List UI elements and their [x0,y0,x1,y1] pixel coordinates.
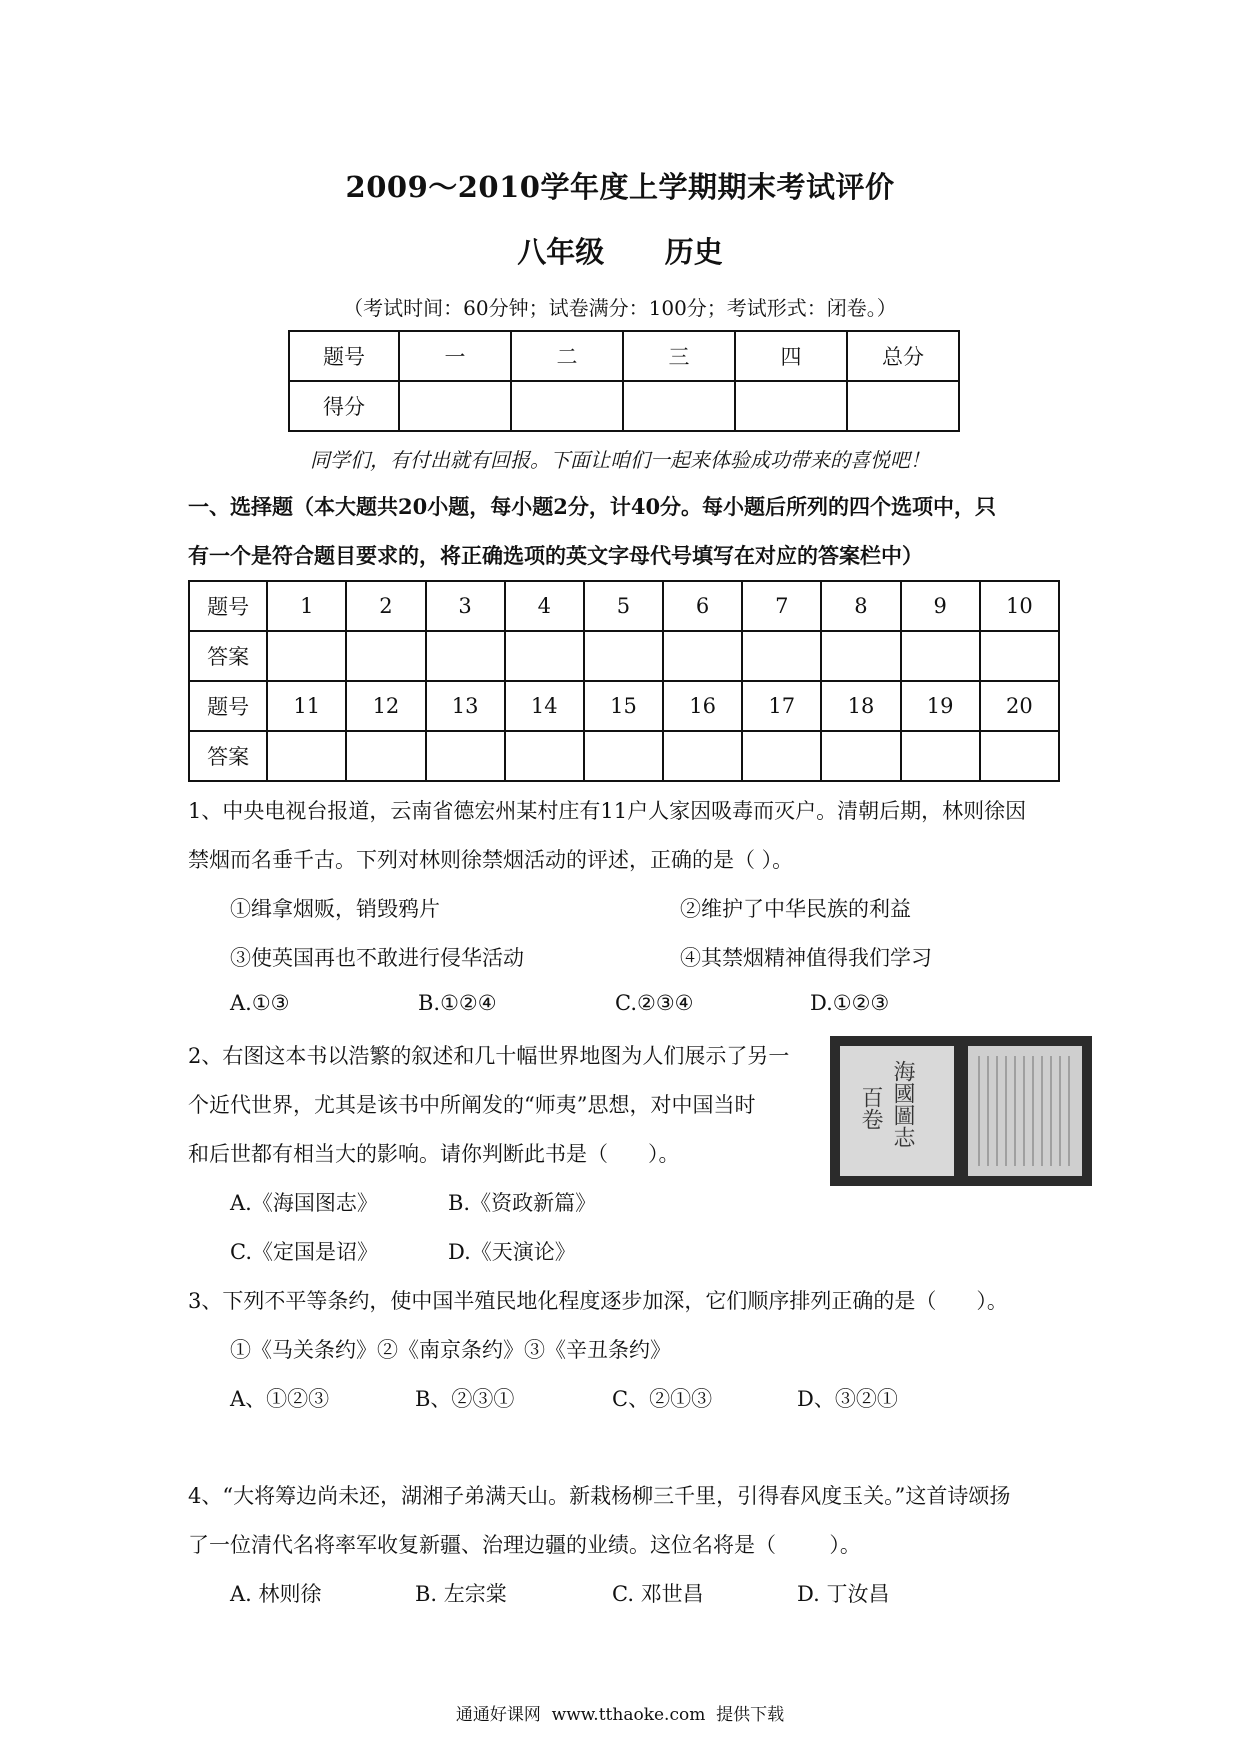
table-cell: 一 [399,331,511,381]
table-cell: 题号 [289,331,399,381]
option-b: B.《资政新篇》 [448,1191,597,1215]
answer-cell [426,631,505,681]
answer-cell [980,731,1059,781]
score-cell [399,381,511,431]
statement-item: ③使英国再也不敢进行侵华活动 [230,946,524,970]
table-cell: 总分 [847,331,959,381]
table-cell: 答案 [189,731,267,781]
text-columns [978,1056,1072,1166]
answer-cell [663,631,742,681]
table-cell: 19 [901,681,980,731]
table-cell: 14 [505,681,584,731]
answer-cell [821,631,900,681]
option-d: D. 丁汝昌 [797,1582,890,1606]
answer-cell [821,731,900,781]
question-4-text: 4、“大将筹边尚未还，湖湘子弟满天山。新栽杨柳三千里，引得春风度玉关。”这首诗颂扬 [188,1484,1011,1508]
answer-cell [742,631,821,681]
table-cell: 3 [426,581,505,631]
table-row [289,381,959,431]
answer-cell [663,731,742,781]
answer-cell [584,731,663,781]
answer-cell [505,731,584,781]
table-cell: 题号 [189,581,267,631]
table-row [189,631,1059,681]
section-heading: 一、选择题（本大题共20小题，每小题2分，计40分。每小题后所列的四个选项中，只 [188,494,997,519]
question-1-text: 禁烟而名垂千古。下列对林则徐禁烟活动的评述，正确的是（ ）。 [188,848,794,872]
question-3-text: 3、下列不平等条约，使中国半殖民地化程度逐步加深，它们顺序排列正确的是（ ）。 [188,1289,1008,1313]
option-c: C、②①③ [612,1387,713,1411]
table-cell: 6 [663,581,742,631]
exam-title: 2009～2010学年度上学期期末考试评价 [345,170,895,204]
table-cell: 5 [584,581,663,631]
score-cell [511,381,623,431]
table-row [189,681,1059,731]
option-b: B.①②④ [418,991,497,1015]
statement-item: ④其禁烟精神值得我们学习 [680,946,932,970]
score-cell [847,381,959,431]
table-cell: 二 [511,331,623,381]
option-a: A. 林则徐 [230,1582,322,1606]
option-b: B、②③① [415,1387,515,1411]
table-cell: 得分 [289,381,399,431]
answer-table [188,580,1060,782]
option-c: C.②③④ [615,991,694,1015]
book-cover-image [840,1046,954,1176]
table-cell: 13 [426,681,505,731]
score-cell [623,381,735,431]
question-2-text: 和后世都有相当大的影响。请你判断此书是（ ）。 [188,1142,680,1166]
table-cell: 题号 [189,681,267,731]
table-cell: 1 [267,581,346,631]
table-row [189,581,1059,631]
table-cell: 四 [735,331,847,381]
table-cell: 12 [346,681,425,731]
answer-cell [742,731,821,781]
question-4-text: 了一位清代名将率军收复新疆、治理边疆的业绩。这位名将是（ ）。 [188,1533,861,1557]
answer-cell [901,631,980,681]
question-2-text: 个近代世界，尤其是该书中所阐发的“师夷”思想，对中国当时 [188,1093,756,1117]
statement-item: ①缉拿烟贩，销毁鸦片 [230,897,440,921]
option-c: C. 邓世昌 [612,1582,704,1606]
book-photo [830,1036,1092,1186]
answer-cell [267,731,346,781]
table-cell: 8 [821,581,900,631]
exam-info: （考试时间：60分钟；试卷满分：100分；考试形式：闭卷。） [343,296,897,320]
footer-text: 通通好课网 www.tthaoke.com 提供下载 [455,1705,785,1725]
option-a: A.《海国图志》 [230,1191,378,1215]
table-row [189,731,1059,781]
book-cover-volume: 百卷 [858,1086,883,1130]
answer-cell [267,631,346,681]
table-cell: 17 [742,681,821,731]
exam-subtitle: 八年级 历史 [517,235,723,269]
book-cover-title: 海國圖志 [890,1060,915,1148]
option-a: A、①②③ [230,1387,330,1411]
table-cell: 三 [623,331,735,381]
answer-cell [980,631,1059,681]
option-b: B. 左宗棠 [415,1582,507,1606]
option-a: A.①③ [230,991,290,1015]
option-d: D.①②③ [810,991,890,1015]
answer-cell [901,731,980,781]
statement-item: ②维护了中华民族的利益 [680,897,911,921]
statement-item: ①《马关条约》②《南京条约》③《辛丑条约》 [230,1338,671,1362]
score-table [288,330,960,432]
book-page-image [968,1046,1082,1176]
table-cell: 4 [505,581,584,631]
table-cell: 11 [267,681,346,731]
section-heading: 有一个是符合题目要求的，将正确选项的英文字母代号填写在对应的答案栏中） [188,543,923,568]
table-cell: 16 [663,681,742,731]
option-c: C.《定国是诏》 [230,1240,378,1264]
question-2-text: 2、右图这本书以浩繁的叙述和几十幅世界地图为人们展示了另一 [188,1044,790,1068]
answer-cell [426,731,505,781]
table-cell: 20 [980,681,1059,731]
answer-cell [505,631,584,681]
table-cell: 9 [901,581,980,631]
table-cell: 15 [584,681,663,731]
table-cell: 7 [742,581,821,631]
answer-cell [346,731,425,781]
table-cell: 10 [980,581,1059,631]
table-cell: 2 [346,581,425,631]
answer-cell [584,631,663,681]
table-cell: 18 [821,681,900,731]
table-cell: 答案 [189,631,267,681]
answer-cell [346,631,425,681]
table-row [289,331,959,381]
score-cell [735,381,847,431]
encouragement-text: 同学们，有付出就有回报。下面让咱们一起来体验成功带来的喜悦吧！ [310,448,930,472]
option-d: D.《天演论》 [448,1240,576,1264]
option-d: D、③②① [797,1387,898,1411]
question-1-text: 1、中央电视台报道，云南省德宏州某村庄有11户人家因吸毒而灭户。清朝后期，林则徐因 [188,799,1027,823]
